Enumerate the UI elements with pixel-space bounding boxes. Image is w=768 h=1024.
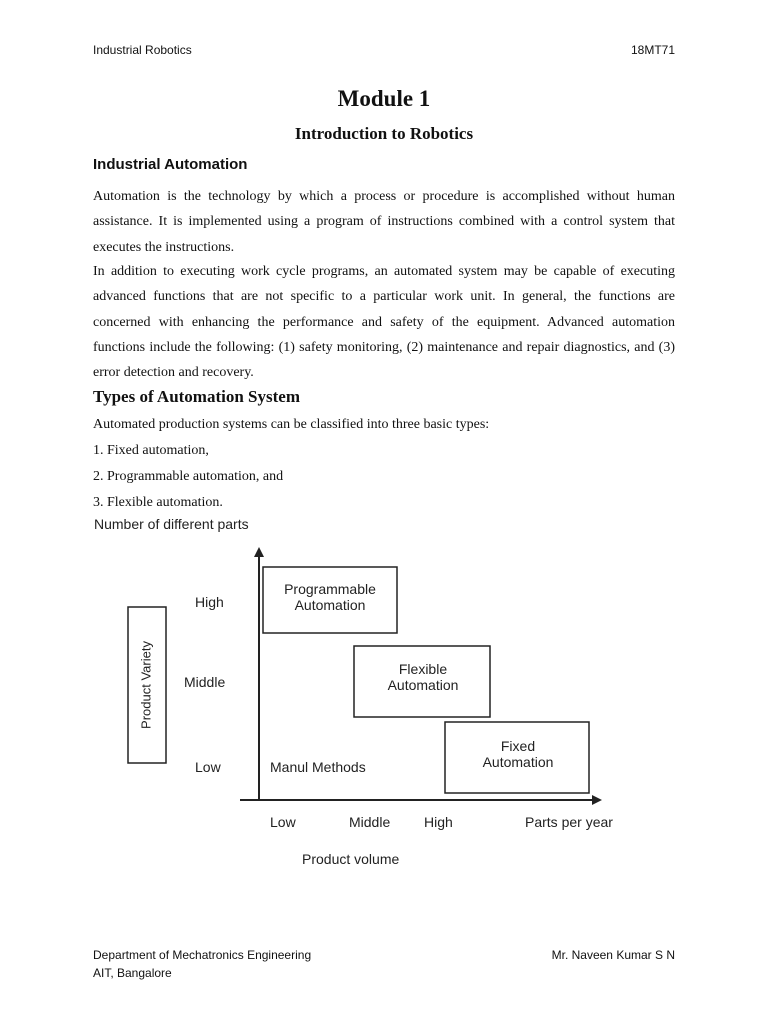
footer-department: Department of Mechatronics Engineering bbox=[93, 948, 312, 962]
paragraph-advanced-functions: In addition to executing work cycle programs, an automated system may be capable of executing advanced functions that are not specific to a particular work unit. In general, the functions are concerned with enhancing the performance and safety of the equipment. Advanced automation functions include the following: (1) safety monitoring, (2) maintenance and repair diagnostics, and (3) error detection and recovery. bbox=[93, 264, 675, 381]
section-heading-types: Types of Automation System bbox=[93, 387, 300, 406]
list-item: 2. Programmable automation, and bbox=[93, 469, 284, 484]
chapter-title: Introduction to Robotics bbox=[294, 124, 474, 143]
x-level-middle: Middle bbox=[349, 814, 391, 830]
footer-institution: AIT, Bangalore bbox=[93, 966, 172, 980]
y-level-low: Low bbox=[195, 759, 221, 775]
programmable-box-line1: Programmable bbox=[284, 581, 376, 597]
fixed-box-line2: Automation bbox=[482, 754, 554, 770]
flexible-box-line2: Automation bbox=[387, 677, 459, 693]
manual-methods-label: Manul Methods bbox=[270, 759, 366, 775]
section-heading-industrial-automation: Industrial Automation bbox=[93, 156, 248, 173]
header-course-code: 18MT71 bbox=[630, 43, 675, 57]
list-item: 3. Flexible automation. bbox=[93, 495, 223, 510]
x-level-low: Low bbox=[270, 814, 296, 830]
product-variety-label: Product Variety bbox=[138, 641, 154, 729]
footer-author: Mr. Naveen Kumar S N bbox=[551, 948, 675, 962]
paragraph-automation-definition: Automation is the technology by which a process or procedure is accomplished without human assistance. It is implemented using a program of instructions combined with a control system that executes the instructions. bbox=[93, 189, 675, 255]
x-level-parts-per-year: Parts per year bbox=[525, 814, 613, 830]
programmable-box-line2: Automation bbox=[294, 597, 366, 613]
y-level-high: High bbox=[195, 594, 224, 610]
x-axis-title: Product volume bbox=[302, 851, 400, 867]
list-item: 1. Fixed automation, bbox=[93, 443, 209, 458]
x-level-high: High bbox=[424, 814, 453, 830]
figure-top-label: Number of different parts bbox=[94, 516, 249, 532]
fixed-box-line1: Fixed bbox=[500, 738, 536, 754]
flexible-box-line1: Flexible bbox=[398, 661, 448, 677]
y-level-middle: Middle bbox=[184, 674, 226, 690]
types-intro: Automated production systems can be classified into three basic types: bbox=[93, 417, 490, 432]
automation-types-diagram bbox=[80, 508, 640, 878]
module-title: Module 1 bbox=[337, 86, 431, 111]
header-course-title: Industrial Robotics bbox=[93, 43, 192, 57]
